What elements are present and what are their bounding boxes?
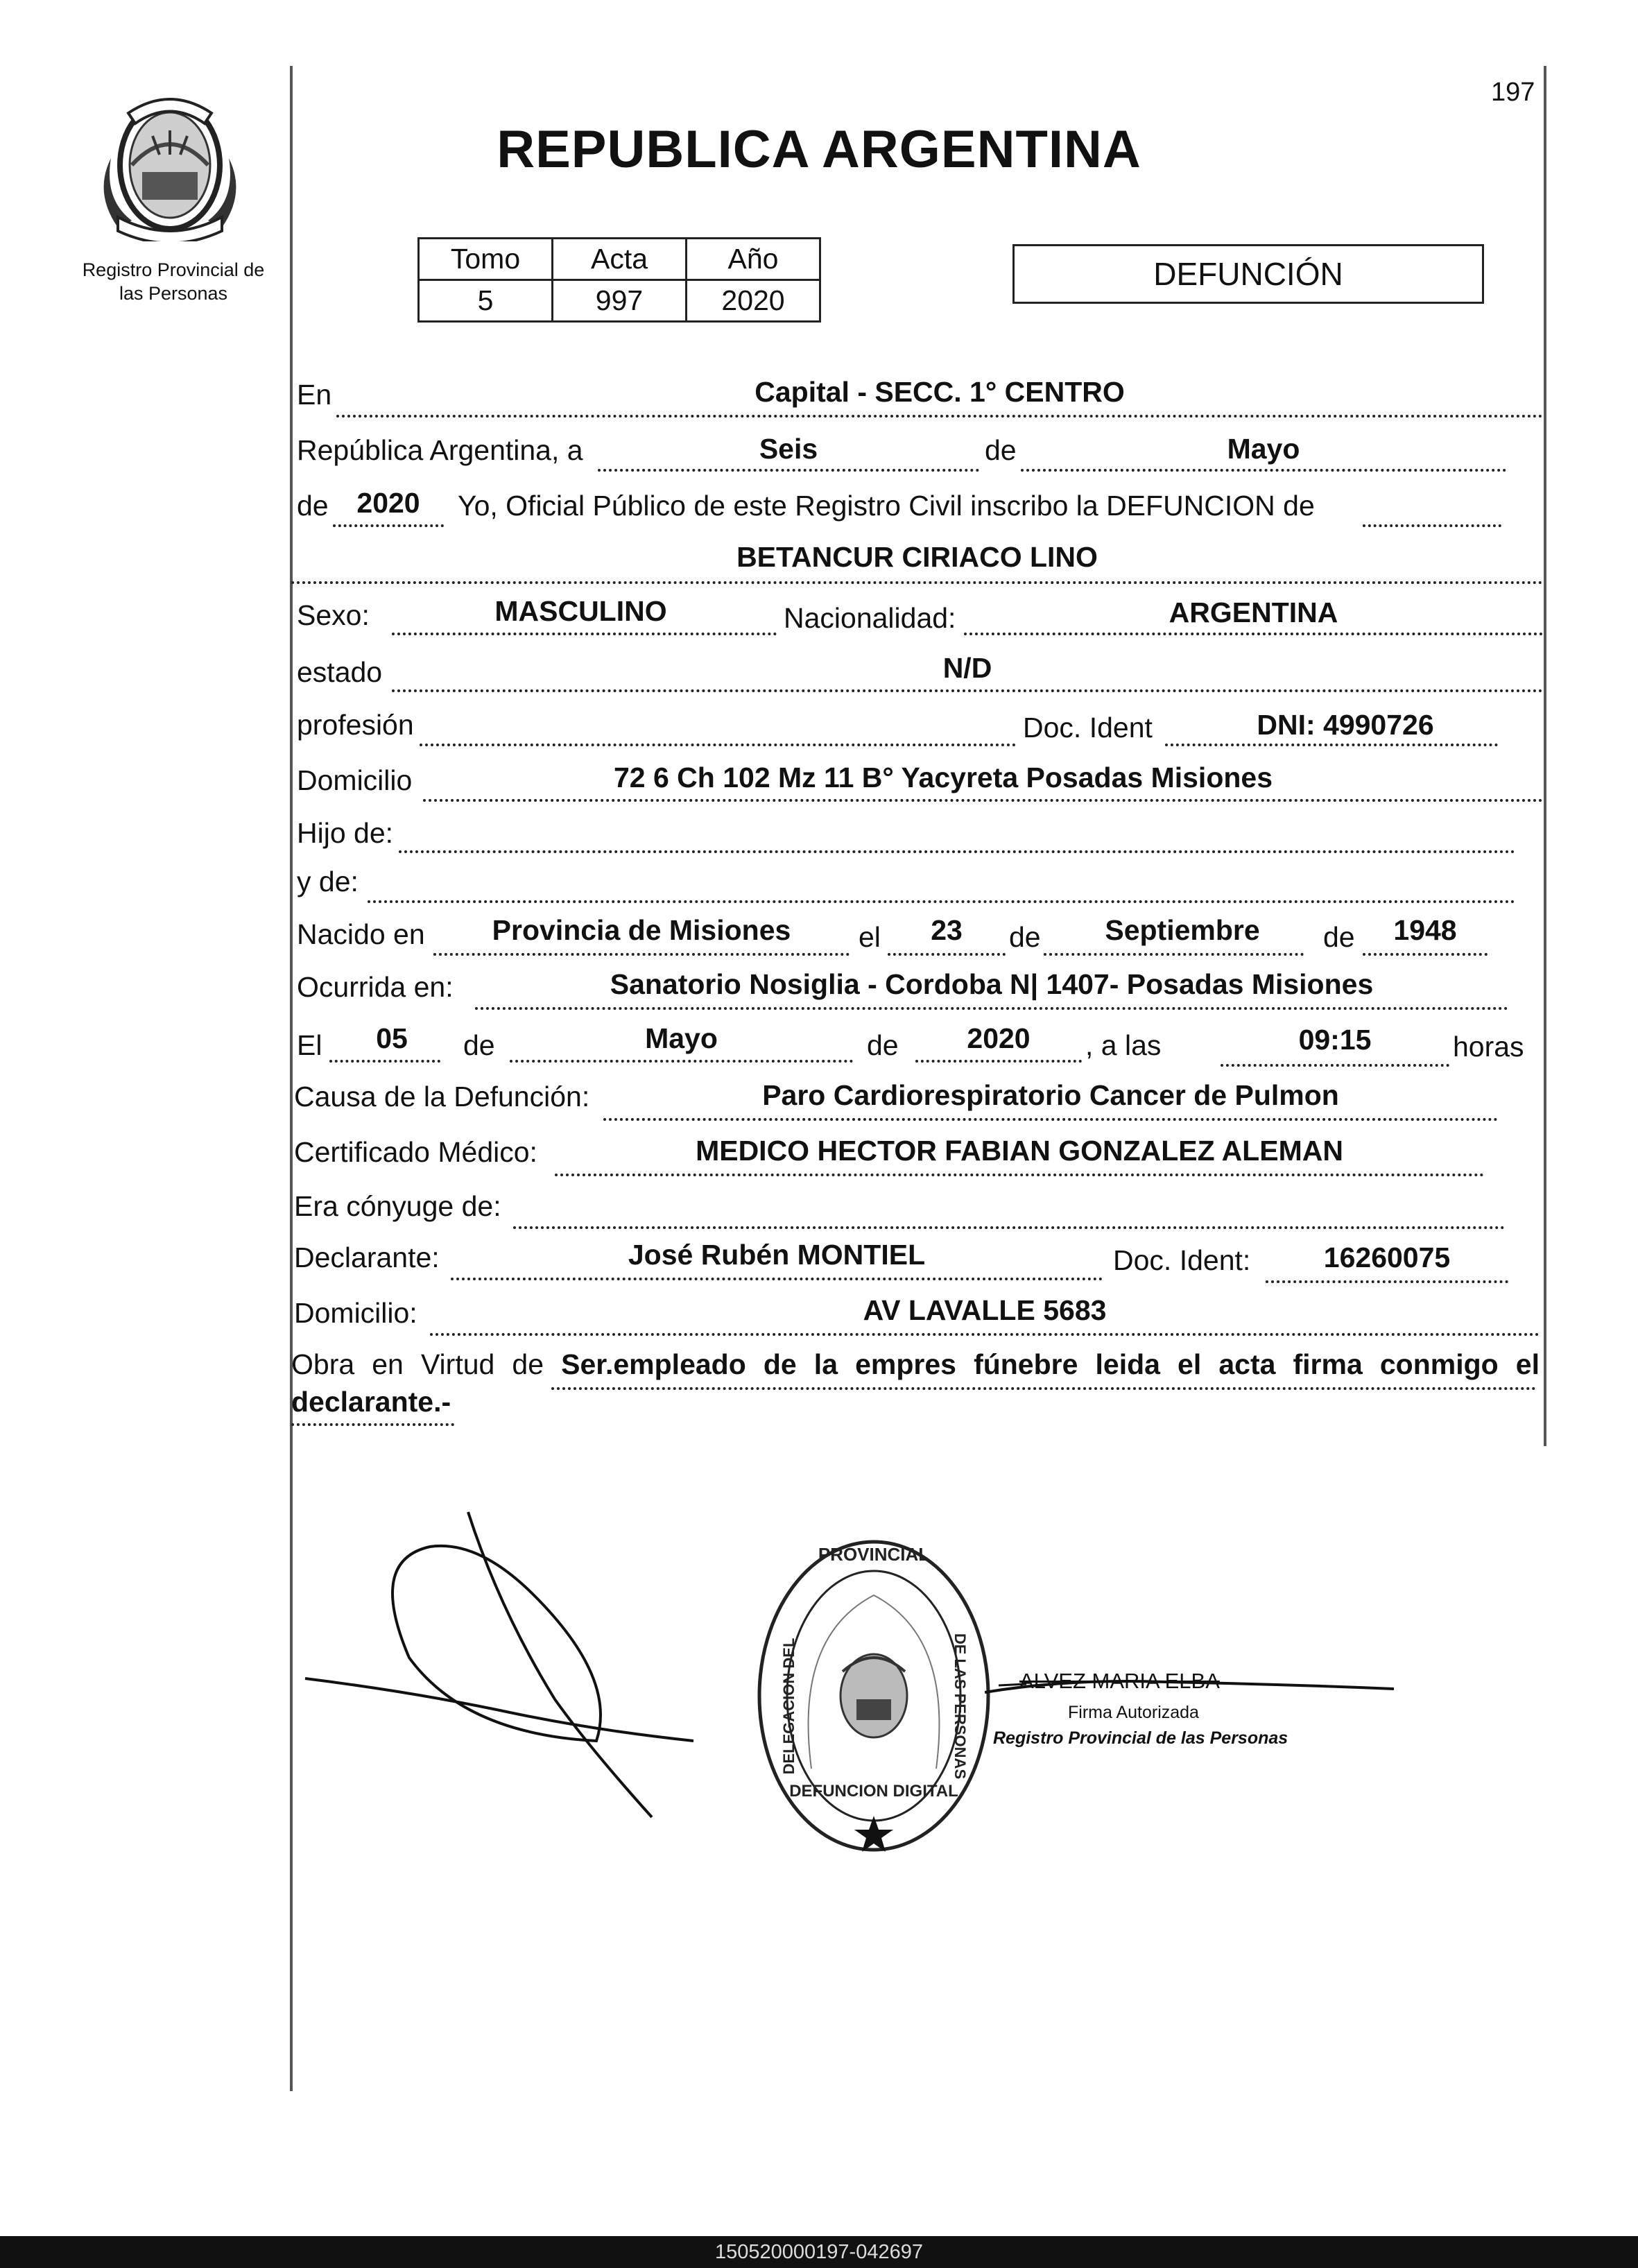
conyuge-label: Era cónyuge de: xyxy=(294,1190,501,1222)
obra-label: Obra en Virtud de xyxy=(291,1348,544,1380)
dotted-line xyxy=(513,1226,1505,1229)
day-value: Seis xyxy=(759,433,818,465)
dotted-line xyxy=(603,1118,1498,1121)
registry-name-label: Registro Provincial de las Personas xyxy=(993,1728,1288,1748)
domicilio-label: Domicilio xyxy=(297,764,413,796)
svg-text:DE LAS PERSONAS: DE LAS PERSONAS xyxy=(951,1633,969,1780)
ocurrida-label: Ocurrida en: xyxy=(297,971,454,1003)
month-value: Mayo xyxy=(1227,433,1300,465)
de-label: de xyxy=(1009,921,1041,953)
dotted-line xyxy=(1021,469,1506,472)
footer-code-bar xyxy=(0,2236,1638,2268)
sexo-value: MASCULINO xyxy=(494,595,667,627)
svg-text:DELEGACION DEL: DELEGACION DEL xyxy=(780,1638,798,1775)
header-ano: Año xyxy=(687,239,820,280)
dotted-line xyxy=(433,953,850,956)
place-value: Capital - SECC. 1° CENTRO xyxy=(755,376,1125,408)
hijo-label: Hijo de: xyxy=(297,817,394,849)
dotted-line xyxy=(1044,953,1304,956)
declarante-address-value: AV LAVALLE 5683 xyxy=(863,1294,1107,1326)
value-tomo: 5 xyxy=(419,280,553,322)
death-month: Mayo xyxy=(645,1022,718,1054)
de-label: de xyxy=(985,434,1017,466)
inscribe-text: Yo, Oficial Público de este Registro Civil inscribo la DEFUNCION de xyxy=(458,490,1315,522)
dotted-line xyxy=(368,900,1515,903)
svg-text:PROVINCIAL: PROVINCIAL xyxy=(818,1544,930,1565)
dotted-line xyxy=(1165,744,1498,746)
certificado-value: MEDICO HECTOR FABIAN GONZALEZ ALEMAN xyxy=(696,1135,1343,1167)
declarante-doc-value: 16260075 xyxy=(1323,1242,1451,1273)
de-label: de xyxy=(1323,921,1355,953)
sexo-label: Sexo: xyxy=(297,599,370,631)
de-label: de xyxy=(463,1029,495,1061)
dotted-line xyxy=(423,799,1543,802)
dotted-line xyxy=(475,1007,1508,1010)
value-ano: 2020 xyxy=(687,280,820,322)
ocurrida-value: Sanatorio Nosiglia - Cordoba N| 1407- Posadas Misiones xyxy=(610,968,1374,1000)
registry-caption-line2: las Personas xyxy=(119,283,228,304)
estado-value: N/D xyxy=(942,652,992,684)
authorized-signature-label: Firma Autorizada xyxy=(1068,1703,1199,1722)
doc-ident-label: Doc. Ident xyxy=(1023,712,1153,744)
authorized-name: ALVEZ MARIA ELBA xyxy=(1019,1669,1220,1693)
year-value: 2020 xyxy=(356,487,420,519)
el-label: el xyxy=(859,921,881,953)
right-margin-line xyxy=(1544,66,1546,1446)
y-de-label: y de: xyxy=(297,866,359,897)
horas-label: horas xyxy=(1453,1031,1524,1063)
dotted-line xyxy=(551,1387,1536,1390)
svg-text:DEFUNCION DIGITAL: DEFUNCION DIGITAL xyxy=(789,1782,958,1801)
domicilio-label: Domicilio: xyxy=(294,1297,417,1329)
birthplace-value: Provincia de Misiones xyxy=(492,914,791,946)
el-label: El xyxy=(297,1029,322,1061)
en-label: En xyxy=(297,379,332,411)
dotted-line xyxy=(333,524,444,527)
value-acta: 997 xyxy=(553,280,687,322)
certificado-label: Certificado Médico: xyxy=(294,1136,537,1168)
doc-ident-value: DNI: 4990726 xyxy=(1257,709,1434,741)
estado-label: estado xyxy=(297,656,383,688)
republica-label: República Argentina, a xyxy=(297,434,583,466)
obra-value: Ser.empleado de la empres fúnebre leida el acta firma conmigo el declarante.- xyxy=(291,1348,1540,1418)
causa-value: Paro Cardiorespiratorio Cancer de Pulmon xyxy=(762,1079,1339,1111)
nacionalidad-label: Nacionalidad: xyxy=(784,602,956,634)
de-label: de xyxy=(297,490,329,522)
dotted-line xyxy=(392,689,1543,692)
declarante-label: Declarante: xyxy=(294,1242,440,1273)
dotted-line xyxy=(1363,953,1488,956)
birth-month: Septiembre xyxy=(1105,914,1260,946)
dotted-line xyxy=(336,415,1543,418)
act-type-box: DEFUNCIÓN xyxy=(1012,244,1484,304)
dotted-line xyxy=(392,633,777,635)
registry-caption xyxy=(42,258,305,305)
dotted-line xyxy=(915,1060,1082,1063)
death-day: 05 xyxy=(376,1022,408,1054)
a-las-label: , a las xyxy=(1085,1029,1162,1061)
header-acta: Acta xyxy=(553,239,687,280)
deceased-name: BETANCUR CIRIACO LINO xyxy=(736,541,1098,573)
registry-caption-line1: Registro Provincial de xyxy=(82,259,265,280)
page-title: REPUBLICA ARGENTINA xyxy=(497,120,1141,179)
footer-code: 150520000197-042697 xyxy=(715,2241,923,2263)
dotted-line xyxy=(1266,1280,1508,1283)
obra-en-virtud-text xyxy=(291,1346,1540,1420)
nacionalidad-value: ARGENTINA xyxy=(1169,596,1338,628)
dotted-line xyxy=(291,581,1543,584)
de-label: de xyxy=(867,1029,899,1061)
dotted-line xyxy=(451,1278,1103,1280)
domicilio-value: 72 6 Ch 102 Mz 11 B° Yacyreta Posadas Misiones xyxy=(613,762,1273,793)
dotted-line xyxy=(555,1174,1484,1176)
causa-label: Causa de la Defunción: xyxy=(294,1081,590,1112)
dotted-line xyxy=(291,1423,454,1426)
birth-year: 1948 xyxy=(1393,914,1457,946)
header-tomo: Tomo xyxy=(419,239,553,280)
dotted-line xyxy=(510,1060,853,1063)
dotted-line xyxy=(430,1333,1540,1336)
dotted-line xyxy=(598,469,979,472)
death-time: 09:15 xyxy=(1298,1024,1372,1056)
dotted-line xyxy=(420,744,1016,746)
dotted-line xyxy=(399,850,1515,853)
official-seal-stamp xyxy=(752,1533,995,1859)
dotted-line xyxy=(329,1060,440,1063)
nacido-label: Nacido en xyxy=(297,918,425,950)
volume-act-year-table xyxy=(417,237,821,323)
doc-ident-label: Doc. Ident: xyxy=(1113,1244,1251,1276)
declarant-signature xyxy=(291,1505,707,1824)
dotted-line xyxy=(888,953,1006,956)
dotted-line xyxy=(1363,524,1501,527)
profesion-label: profesión xyxy=(297,709,414,741)
dotted-line xyxy=(1221,1064,1449,1067)
declarante-value: José Rubén MONTIEL xyxy=(628,1239,926,1271)
birth-day: 23 xyxy=(931,914,963,946)
death-year: 2020 xyxy=(967,1022,1031,1054)
page-number: 197 xyxy=(1491,78,1535,107)
dotted-line xyxy=(964,633,1543,635)
